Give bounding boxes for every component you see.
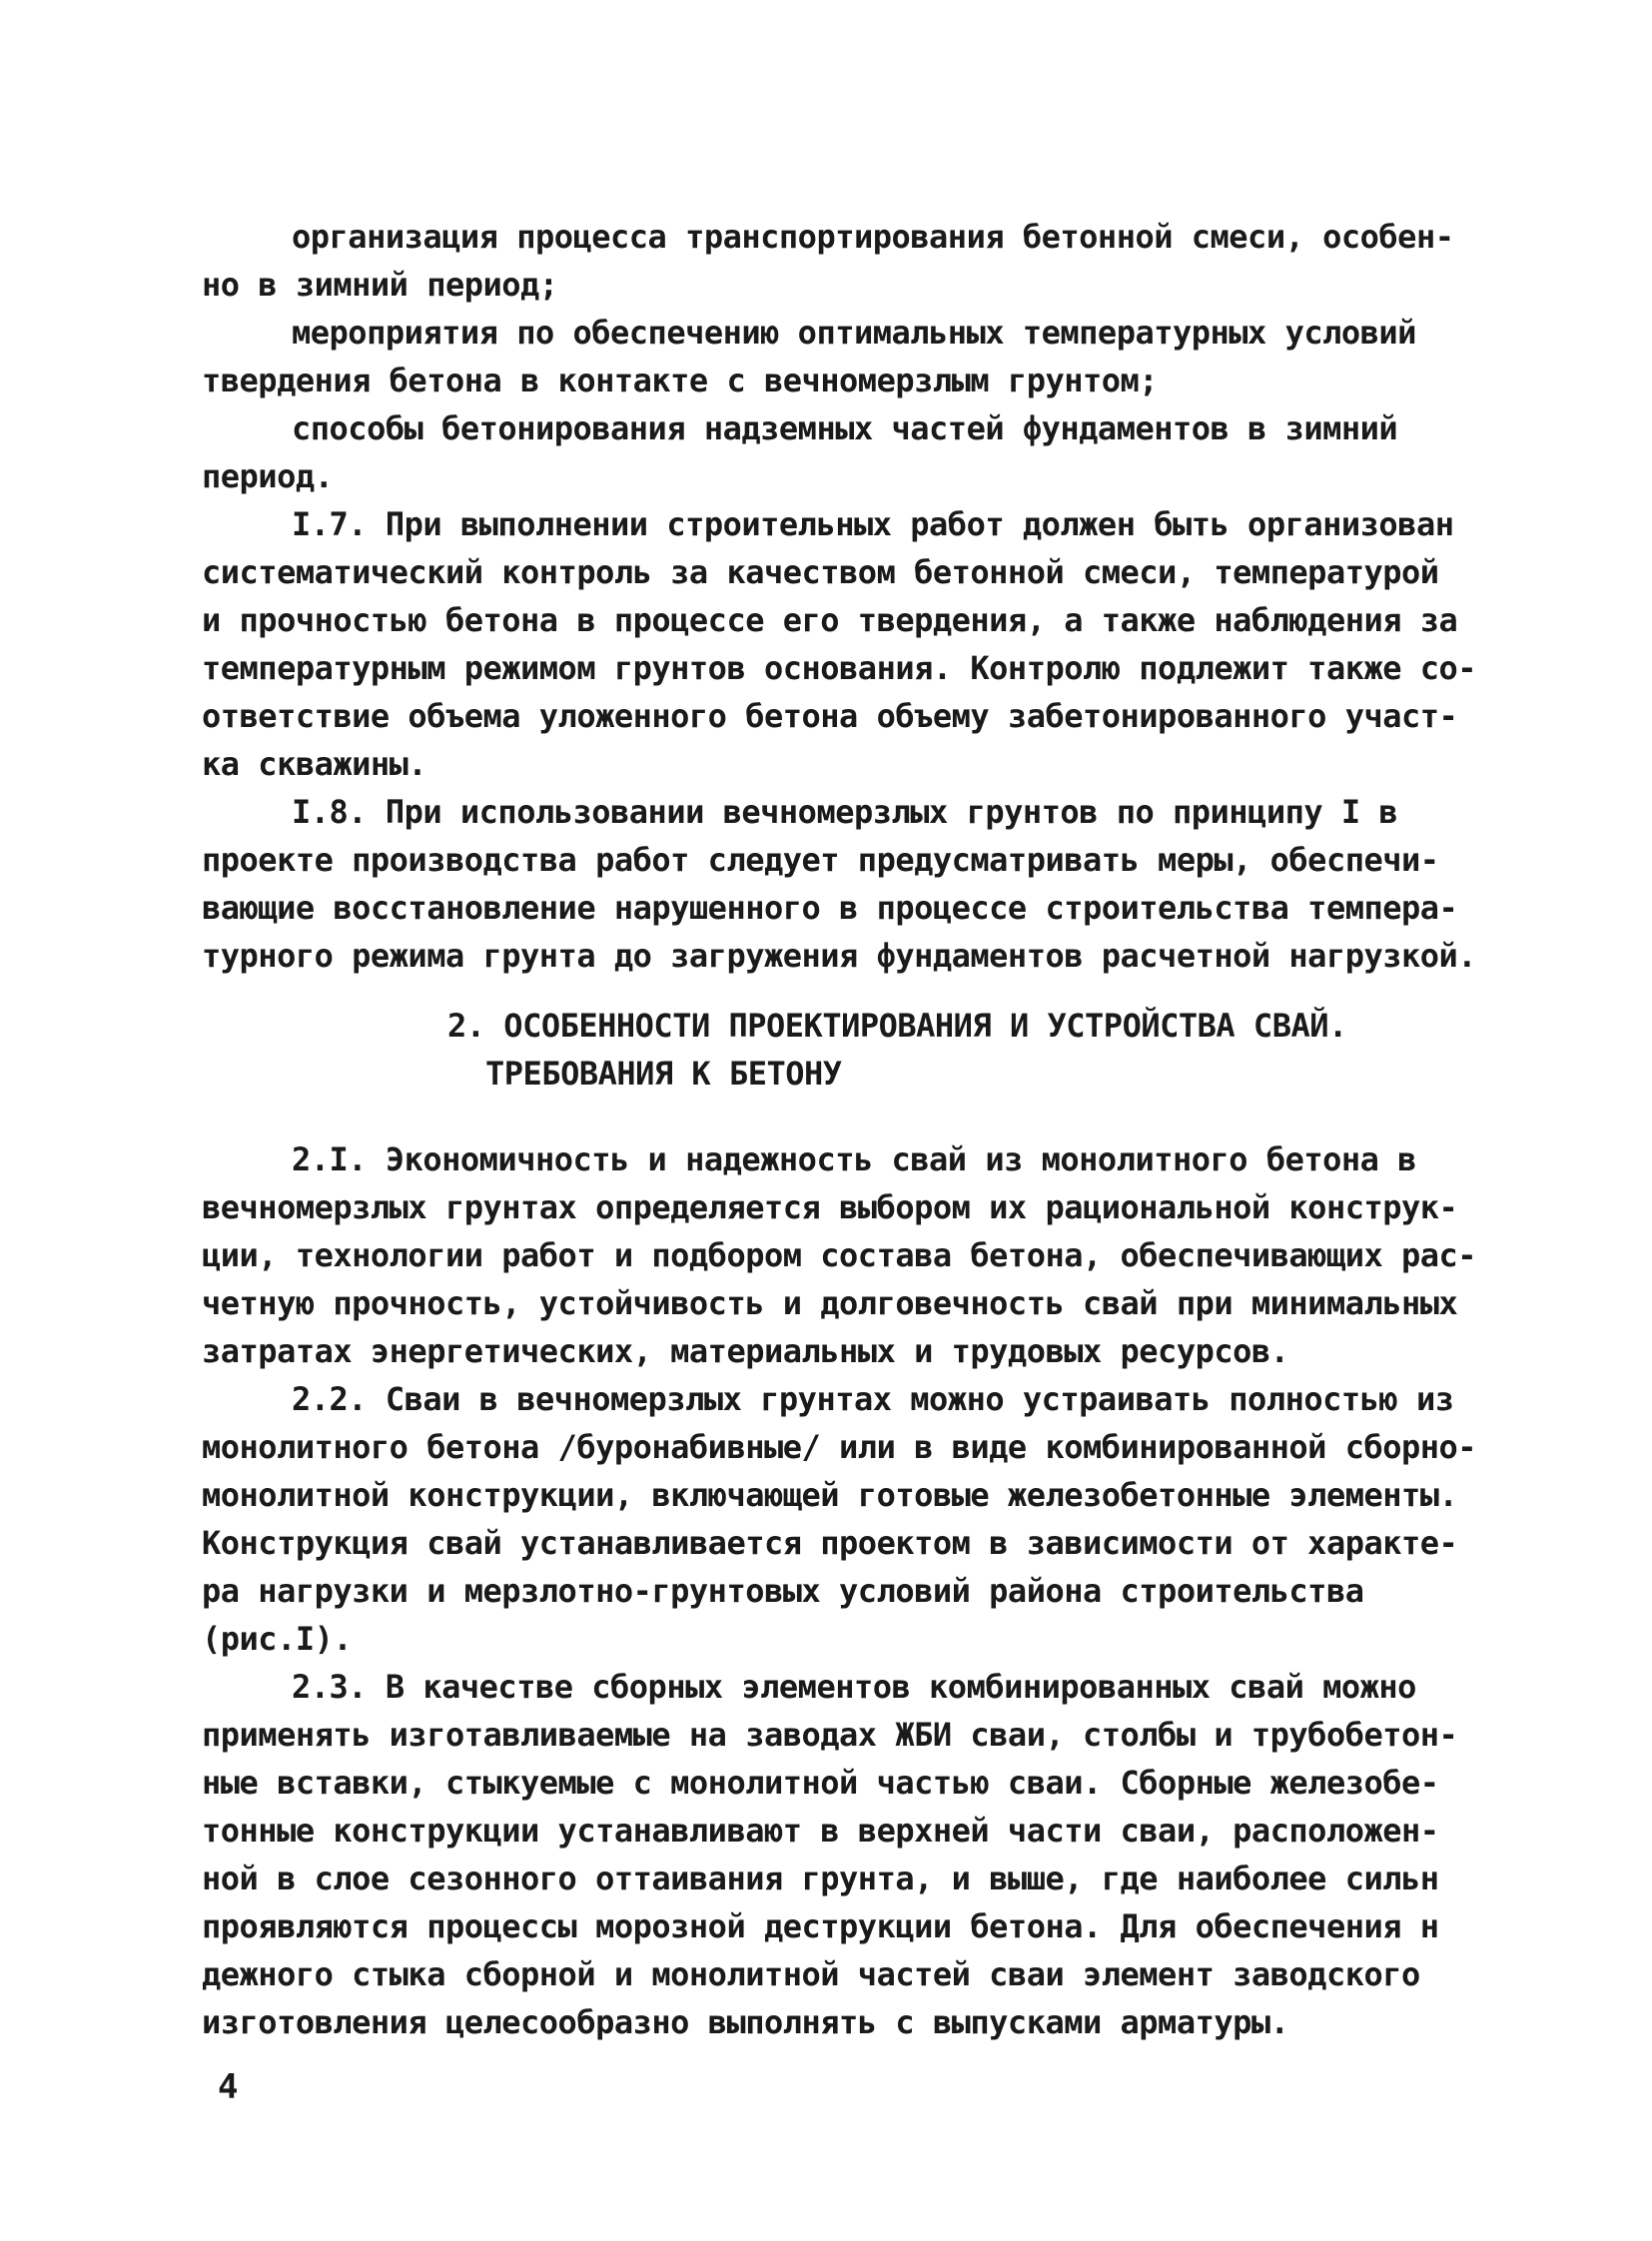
text-line: ра нагрузки и мерзлотно-грунтовых условий района строительства bbox=[202, 1572, 1364, 1610]
text-line: вечномерзлых грунтах определяется выбором их рациональной конструк- bbox=[202, 1188, 1458, 1226]
text-line: 2.I. Экономичность и надежность свай из монолитного бетона в bbox=[292, 1140, 1416, 1178]
text-line: способы бетонирования надземных частей фундаментов в зимний bbox=[292, 409, 1398, 447]
text-line: 2.2. Сваи в вечномерзлых грунтах можно устраивать полностью из bbox=[292, 1380, 1454, 1418]
text-line: твердения бетона в контакте с вечномерзлым грунтом; bbox=[202, 362, 1159, 399]
page-number: 4 bbox=[218, 2067, 239, 2107]
text-line: монолитной конструкции, включающей готовые железобетонные элементы. bbox=[202, 1476, 1458, 1514]
text-line: турного режима грунта до загружения фундаментов расчетной нагрузкой. bbox=[202, 937, 1477, 975]
text-line: ответствие объема уложенного бетона объему забетонированного участ- bbox=[202, 697, 1458, 735]
text-line: Конструкция свай устанавливается проектом в зависимости от характе- bbox=[202, 1524, 1458, 1562]
text-line: изготовления целесообразно выполнять с выпусками арматуры. bbox=[202, 2003, 1289, 2041]
text-line: ции, технологии работ и подбором состава бетона, обеспечивающих рас- bbox=[202, 1236, 1477, 1274]
text-line: ка скважины. bbox=[202, 745, 427, 783]
text-line: ной в слое сезонного оттаивания грунта, и выше, где наиболее сильн bbox=[202, 1860, 1439, 1897]
text-line: ные вставки, стыкуемые с монолитной частью сваи. Сборные железобе- bbox=[202, 1764, 1439, 1802]
text-line: мероприятия по обеспечению оптимальных температурных условий bbox=[292, 314, 1416, 352]
text-line: дежного стыка сборной и монолитной частей сваи элемент заводского bbox=[202, 1955, 1420, 1993]
text-line: проявляются процессы морозной деструкции бетона. Для обеспечения н bbox=[202, 1907, 1439, 1945]
section-heading: ТРЕБОВАНИЯ К БЕТОНУ bbox=[485, 1055, 842, 1093]
text-line: (рис.I). bbox=[202, 1620, 353, 1658]
text-line: вающие восстановление нарушенного в процессе строительства темпера- bbox=[202, 889, 1458, 927]
text-line: 2.3. В качестве сборных элементов комбинированных свай можно bbox=[292, 1668, 1416, 1706]
text-line: организация процесса транспортирования бетонной смеси, особен- bbox=[292, 218, 1454, 256]
text-line: проекте производства работ следует предусматривать меры, обеспечи- bbox=[202, 841, 1439, 879]
text-line: но в зимний период; bbox=[202, 266, 558, 304]
text-line: I.8. При использовании вечномерзлых грунтов по принципу I в bbox=[292, 793, 1398, 831]
section-heading: 2. ОСОБЕННОСТИ ПРОЕКТИРОВАНИЯ И УСТРОЙСТВА СВАЙ. bbox=[447, 1007, 1347, 1045]
text-line: затратах энергетических, материальных и трудовых ресурсов. bbox=[202, 1332, 1289, 1370]
text-line: систематический контроль за качеством бетонной смеси, температурой bbox=[202, 553, 1439, 591]
text-line: период. bbox=[202, 457, 334, 495]
text-line: монолитного бетона /буронабивные/ или в виде комбинированной сборно- bbox=[202, 1428, 1477, 1466]
text-line: применять изготавливаемые на заводах ЖБИ сваи, столбы и трубобетон- bbox=[202, 1716, 1458, 1754]
text-line: четную прочность, устойчивость и долговечность свай при минимальных bbox=[202, 1284, 1458, 1322]
text-line: и прочностью бетона в процессе его твердения, а также наблюдения за bbox=[202, 601, 1458, 639]
text-line: тонные конструкции устанавливают в верхней части сваи, расположен- bbox=[202, 1812, 1439, 1850]
text-line: температурным режимом грунтов основания. Контролю подлежит также со- bbox=[202, 649, 1477, 687]
text-line: I.7. При выполнении строительных работ должен быть организован bbox=[292, 505, 1454, 543]
